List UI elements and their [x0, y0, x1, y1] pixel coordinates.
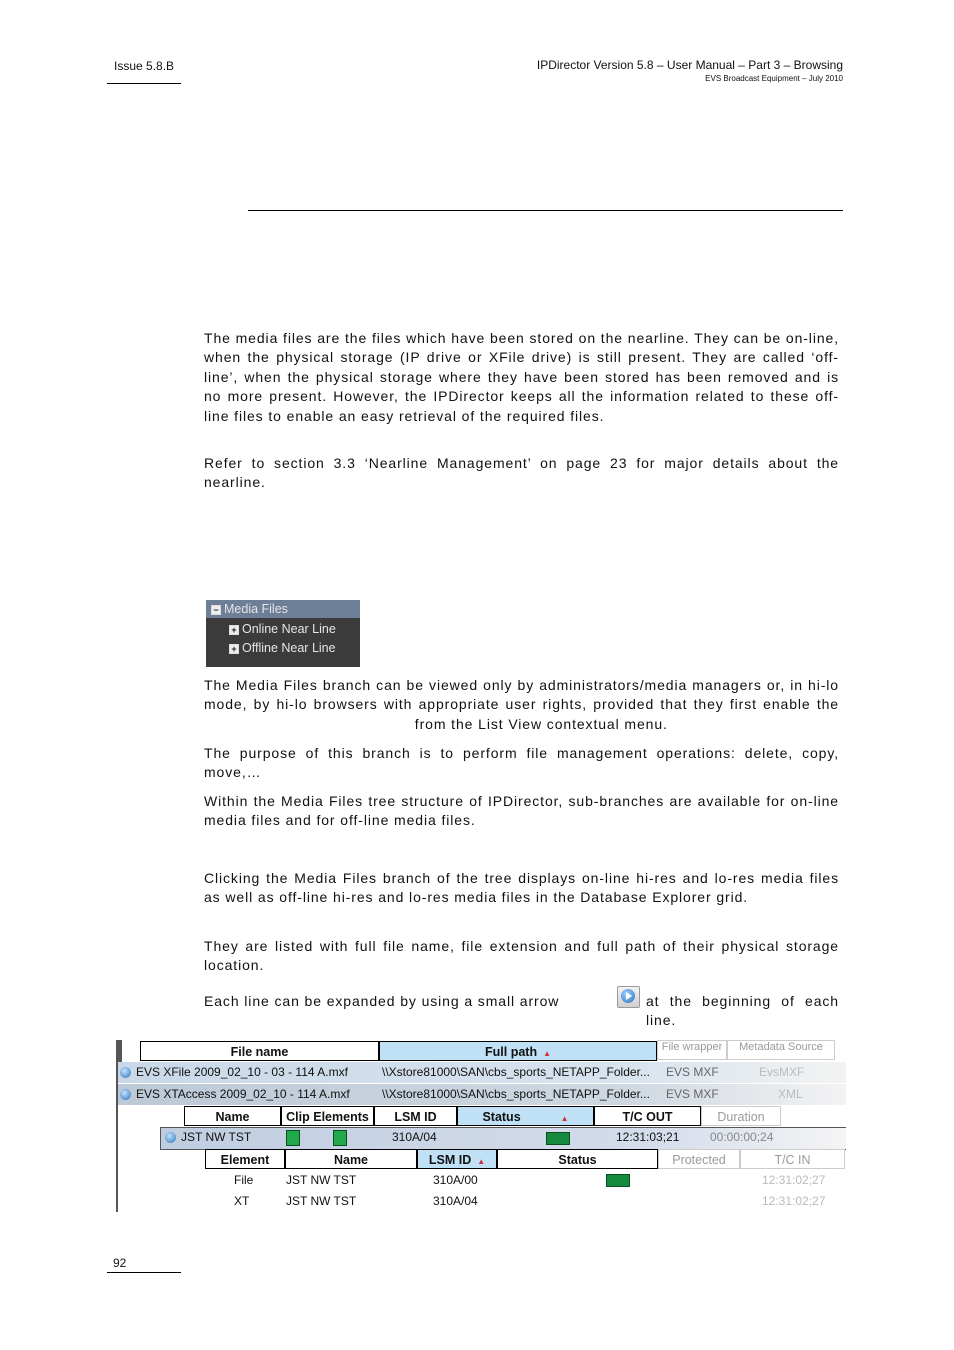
database-explorer-grid: [116, 1040, 846, 1212]
branch-paragraph-end: from the List View contextual menu.: [414, 715, 668, 732]
element-name-cell: JST NW TST: [286, 1173, 357, 1187]
tc-out-cell: 12:31:03;21: [616, 1130, 680, 1144]
expand-paragraph-end: [646, 992, 839, 1031]
col-header-file-wrapper[interactable]: File wrapper: [657, 1040, 727, 1060]
col-header-full-path[interactable]: [379, 1041, 657, 1061]
col-header-label: LSM ID: [428, 1153, 472, 1167]
branch-paragraph: [204, 676, 839, 734]
col-header-tc-out[interactable]: T/C OUT: [594, 1106, 701, 1126]
col-header-tc-in[interactable]: T/C IN: [740, 1149, 845, 1169]
sort-asc-icon: ▲: [560, 1114, 569, 1123]
duration-cell: 00:00:00;24: [710, 1130, 774, 1144]
clicking-paragraph: Clicking the Media Files branch of the tree displays on-line hi-res and lo-res media files as well as off-line hi-res and lo-res media files in the Database Explorer grid.: [204, 870, 839, 906]
metadata-source-cell: EvsMXF: [759, 1065, 805, 1079]
lsm-id-cell: 310A/04: [392, 1130, 437, 1144]
status-icon: [546, 1132, 570, 1145]
metadata-source-cell: XML: [778, 1087, 803, 1101]
header-rule: [107, 83, 181, 84]
sort-asc-icon: ▲: [477, 1157, 486, 1166]
col-header-status[interactable]: Status: [497, 1149, 658, 1169]
clip-name-text: JST NW TST: [181, 1130, 252, 1144]
clip-name-cell: [165, 1127, 281, 1147]
purpose-paragraph: The purpose of this branch is to perform file management operations: delete, copy, move,…: [204, 745, 839, 781]
col-header-label: Full path: [485, 1045, 538, 1059]
col-header-duration[interactable]: Duration: [701, 1106, 781, 1126]
col-header-protected[interactable]: Protected: [658, 1149, 740, 1169]
document-header: [537, 58, 843, 83]
intro-paragraph: The media files are the files which have been stored on the nearline. They can be on-line, when the physical storage (IP drive or XFile drive) is still present. They are called ‘off-line’, when the physical storage where they have been stored has been removed and is no more present. However, the IPDirector keeps all the information related to these off-line files to enable an easy retrieval of the required files.: [204, 330, 839, 424]
page-number: 92: [113, 1256, 127, 1270]
expand-paragraph-start: Each line can be expanded by using a small arrow: [204, 993, 560, 1009]
element-lsm-id-cell: 310A/04: [433, 1194, 478, 1208]
status-icon: [606, 1174, 630, 1187]
clip-element-lores-icon: [333, 1130, 347, 1146]
structure-paragraph: Within the Media Files tree structure of IPDirector, sub-branches are available for on-line media files and for off-line media files.: [204, 793, 839, 829]
file-name-text: EVS XFile 2009_02_10 - 03 - 114 A.mxf: [136, 1065, 348, 1079]
col-header-metadata-source[interactable]: Metadata Source: [727, 1040, 835, 1060]
element-cell: File: [234, 1173, 254, 1187]
col-header-status[interactable]: [457, 1106, 594, 1126]
col-header-clip-elements[interactable]: Clip Elements: [281, 1106, 374, 1126]
element-tc-in-cell: 12:31:02;27: [762, 1173, 826, 1187]
tree-node-label: Media Files: [224, 602, 288, 616]
col-header-file-name[interactable]: File name: [140, 1041, 379, 1061]
collapse-icon[interactable]: −: [211, 605, 221, 615]
file-name-cell: [120, 1062, 378, 1082]
col-header-lsm-id[interactable]: LSM ID: [374, 1106, 457, 1126]
footer-rule: [107, 1272, 181, 1273]
tree-node-label: Offline Near Line: [242, 641, 336, 655]
expand-arrow-icon[interactable]: [165, 1132, 176, 1143]
expand-arrow-icon[interactable]: [120, 1067, 131, 1078]
col-header-name[interactable]: Name: [285, 1149, 417, 1169]
file-wrapper-cell: EVS MXF: [666, 1065, 719, 1079]
file-wrapper-cell: EVS MXF: [666, 1087, 719, 1101]
tree-node-label: Online Near Line: [242, 622, 336, 636]
section-rule: [248, 210, 843, 211]
col-header-lsm-id[interactable]: [417, 1149, 497, 1169]
document-title: IPDirector Version 5.8 – User Manual – Part 3 – Browsing: [536, 58, 843, 72]
element-lsm-id-cell: 310A/00: [433, 1173, 478, 1187]
issue-label: Issue 5.8.B: [114, 59, 175, 73]
branch-paragraph-start: The Media Files branch can be viewed only by administrators/media managers or, in hi-lo mode, by hi-lo browsers with appropriate user rights, provided that they first enable the: [204, 677, 839, 713]
expand-arrow-icon[interactable]: [120, 1089, 131, 1100]
expand-icon[interactable]: +: [229, 625, 239, 635]
expand-icon[interactable]: +: [229, 644, 239, 654]
file-name-text: EVS XTAccess 2009_02_10 - 114 A.mxf: [136, 1087, 350, 1101]
expand-arrow-icon: [617, 986, 640, 1008]
tree-node-offline[interactable]: [206, 639, 336, 657]
tree-node-online[interactable]: [206, 620, 336, 638]
listing-paragraph: They are listed with full file name, file extension and full path of their physical storage location.: [204, 938, 839, 974]
full-path-cell: \\Xstore81000\SAN\cbs_sports_NETAPP_Folder...: [382, 1065, 650, 1079]
refer-paragraph: Refer to section 3.3 ‘Nearline Management’ on page 23 for major details about the nearline.: [204, 455, 839, 491]
tree-node-media-files[interactable]: [206, 600, 360, 618]
element-cell: XT: [234, 1194, 250, 1208]
col-header-label: Status: [482, 1110, 521, 1124]
clip-element-hires-icon: [286, 1130, 300, 1146]
full-path-cell: \\Xstore81000\SAN\cbs_sports_NETAPP_Folder...: [382, 1087, 650, 1101]
col-header-name[interactable]: Name: [184, 1106, 281, 1126]
media-files-tree: [206, 600, 360, 667]
sort-desc-icon: ▲: [543, 1049, 551, 1058]
element-name-cell: JST NW TST: [286, 1194, 357, 1208]
document-subtitle: EVS Broadcast Equipment – July 2010: [705, 74, 843, 83]
expand-paragraph-tail: at the beginning of each line.: [646, 993, 839, 1029]
element-tc-in-cell: 12:31:02;27: [762, 1194, 826, 1208]
file-name-cell: [120, 1084, 378, 1104]
col-header-element[interactable]: Element: [205, 1149, 285, 1169]
